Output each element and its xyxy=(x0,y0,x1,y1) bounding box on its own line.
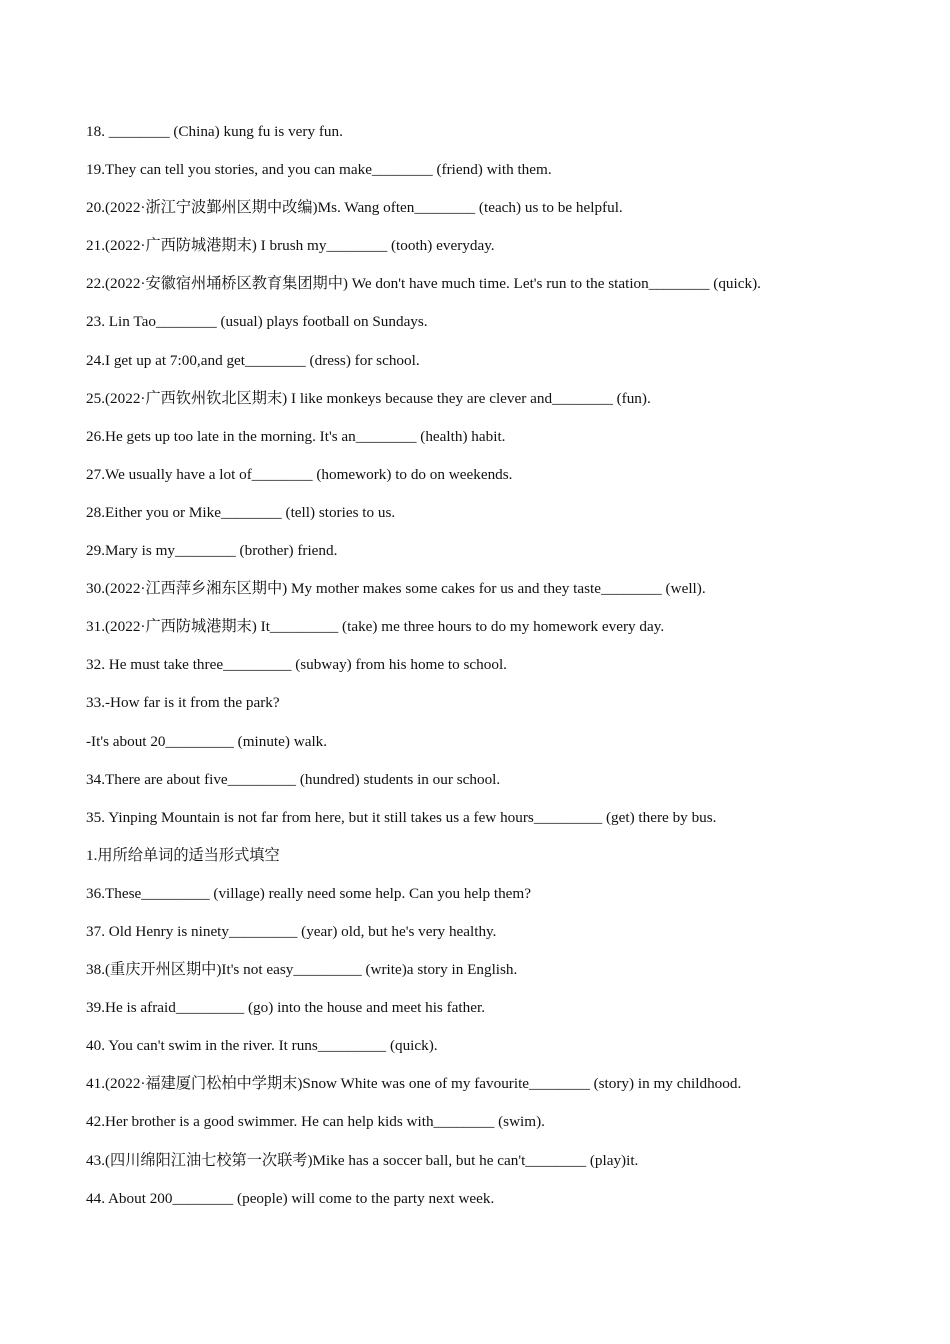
exercise-line: 40. You can't swim in the river. It runs_________ (quick). xyxy=(86,1037,438,1055)
exercise-line: 27.We usually have a lot of________ (homework) to do on weekends. xyxy=(86,465,513,483)
exercise-line: 37. Old Henry is ninety_________ (year) old, but he's very healthy. xyxy=(86,922,497,940)
exercise-line: 39.He is afraid_________ (go) into the house and meet his father. xyxy=(86,999,485,1017)
exercise-line: 26.He gets up too late in the morning. It's an________ (health) habit. xyxy=(86,427,506,445)
exercise-list xyxy=(86,118,916,1223)
exercise-line: 22.(2022·安徽宿州埇桥区教育集团期中) We don't have much time. Let's run to the station________ (quick). xyxy=(86,275,761,293)
exercise-line: 18. ________ (China) kung fu is very fun. xyxy=(86,123,343,140)
exercise-line: 25.(2022·广西钦州钦北区期末) I like monkeys because they are clever and________ (fun). xyxy=(86,389,651,407)
exercise-line: 30.(2022·江西萍乡湘东区期中) My mother makes some cakes for us and they taste________ (well). xyxy=(86,580,706,598)
exercise-line: 19.They can tell you stories, and you can make________ (friend) with them. xyxy=(86,161,552,179)
exercise-line: 21.(2022·广西防城港期末) I brush my________ (tooth) everyday. xyxy=(86,237,495,255)
exercise-line: 33.-How far is it from the park? xyxy=(86,694,280,712)
exercise-line: 38.(重庆开州区期中)It's not easy_________ (write)a story in English. xyxy=(86,961,518,979)
exercise-line: 31.(2022·广西防城港期末) It_________ (take) me three hours to do my homework every day. xyxy=(86,618,665,636)
exercise-line: 20.(2022·浙江宁波鄞州区期中改编)Ms. Wang often________ (teach) us to be helpful. xyxy=(86,199,623,217)
exercise-line: 34.There are about five_________ (hundred) students in our school. xyxy=(86,770,501,788)
exercise-line: -It's about 20_________ (minute) walk. xyxy=(86,732,328,750)
section-heading: 1.用所给单词的适当形式填空 xyxy=(86,846,280,864)
exercise-line: 35. Yinping Mountain is not far from here, but it still takes us a few hours_________ (get) there by bus. xyxy=(86,808,717,826)
exercise-line: 43.(四川绵阳江油七校第一次联考)Mike has a soccer ball, but he can't________ (play)it. xyxy=(86,1151,639,1169)
exercise-line: 32. He must take three_________ (subway) from his home to school. xyxy=(86,656,507,674)
exercise-line: 42.Her brother is a good swimmer. He can help kids with________ (swim). xyxy=(86,1113,545,1131)
exercise-line: 41.(2022·福建厦门松柏中学期末)Snow White was one of my favourite________ (story) in my childhood. xyxy=(86,1075,742,1093)
exercise-line: 24.I get up at 7:00,and get________ (dress) for school. xyxy=(86,351,420,369)
exercise-line: 44. About 200________ (people) will come to the party next week. xyxy=(86,1189,495,1207)
exercise-line: 28.Either you or Mike________ (tell) stories to us. xyxy=(86,503,396,521)
exercise-line: 29.Mary is my________ (brother) friend. xyxy=(86,542,338,560)
exercise-line: 36.These_________ (village) really need some help. Can you help them? xyxy=(86,884,531,902)
exercise-line: 23. Lin Tao________ (usual) plays football on Sundays. xyxy=(86,313,428,331)
